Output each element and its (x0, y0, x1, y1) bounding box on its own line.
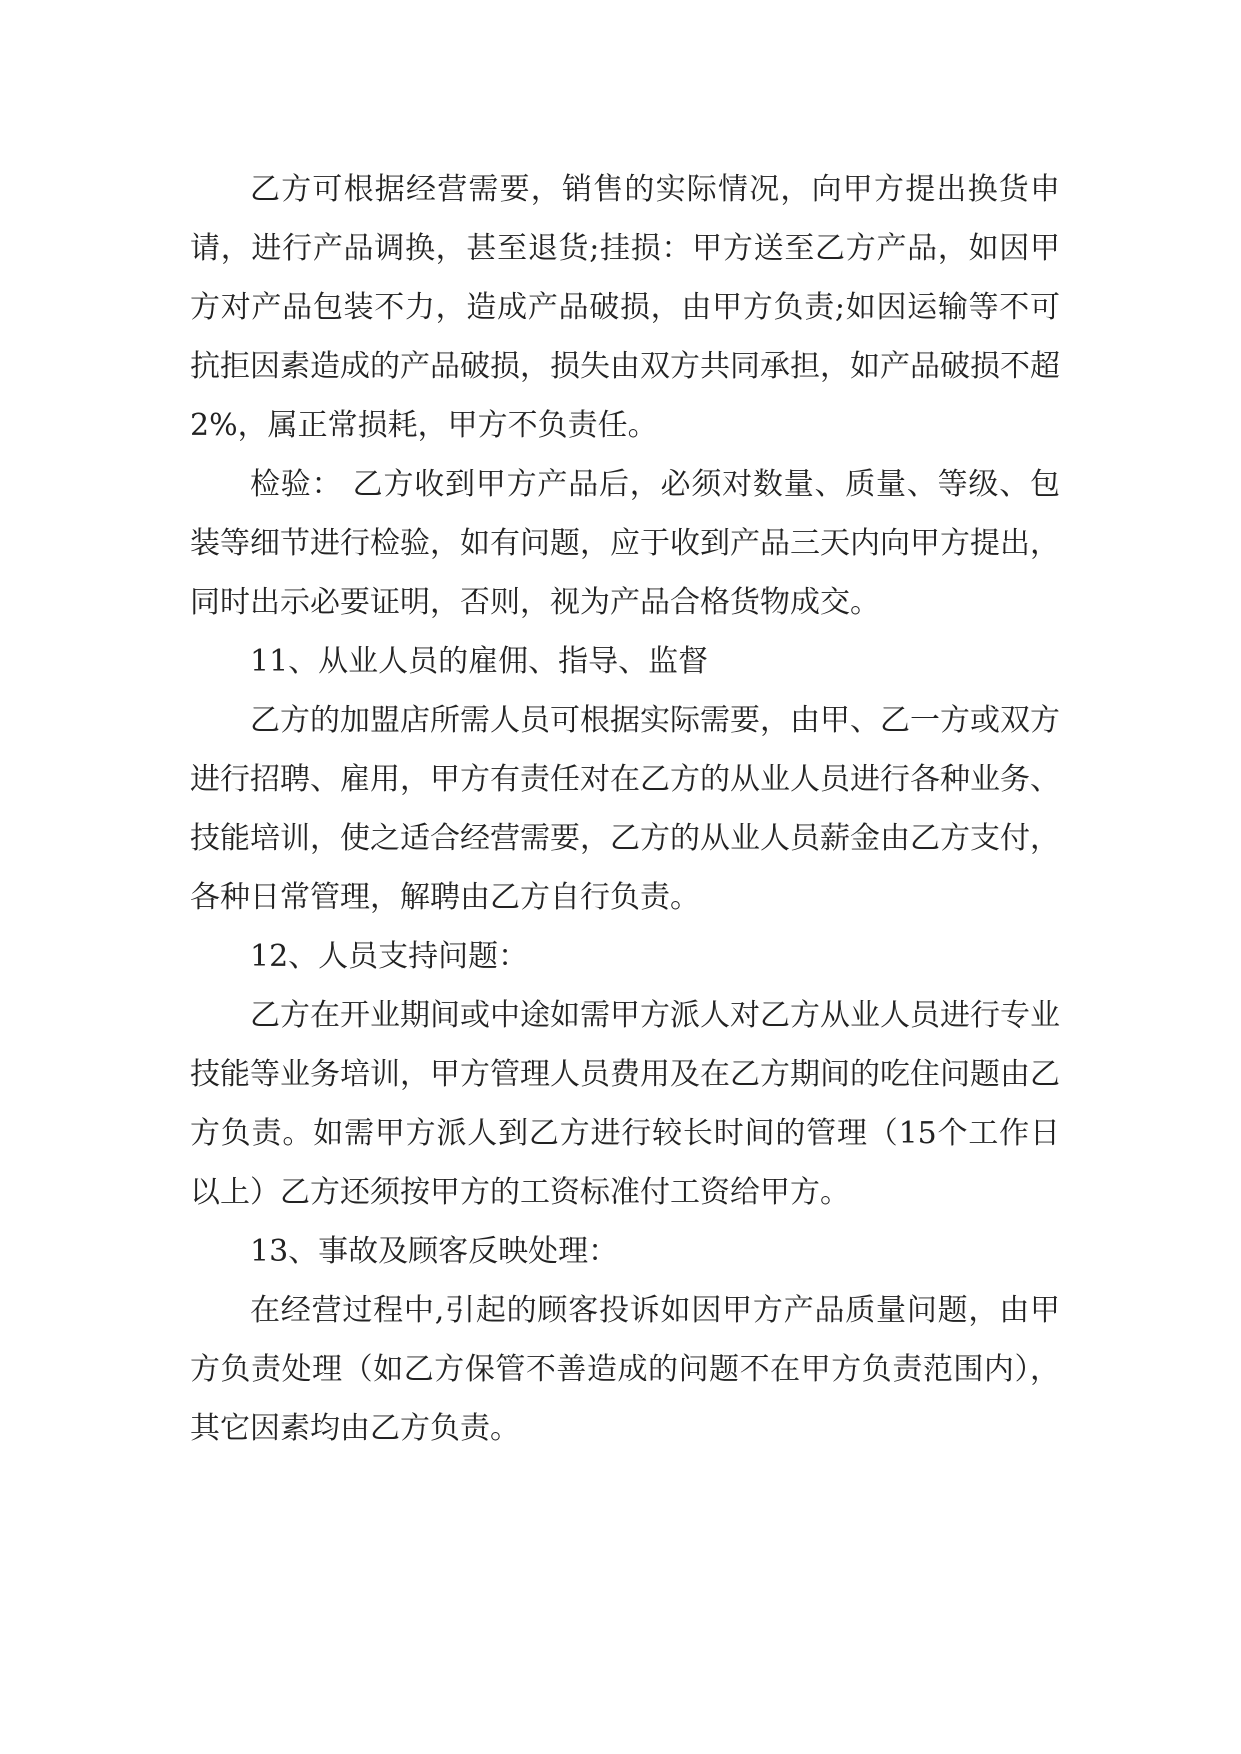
section-heading-12: 12、人员支持问题： (250, 939, 529, 974)
paragraph-staff-hiring: 乙方的加盟店所需人员可根据实际需要，由甲、乙一方或双方进行招聘、雇用，甲方有责任对在乙方的从业人员进行各种业务、技能培训，使之适合经营需要，乙方的从业人员薪金由乙方支付，各种日常管理，解聘由乙方自行负责。 (190, 703, 1060, 915)
paragraph-staff-support: 乙方在开业期间或中途如需甲方派人对乙方从业人员进行专业技能等业务培训，甲方管理人员费用及在乙方期间的吃住问题由乙方负责。如需甲方派人到乙方进行较长时间的管理（15个工作日以上）乙方还须按甲方的工资标准付工资给甲方。 (190, 998, 1060, 1210)
document-body (190, 160, 1060, 1458)
paragraph-inspection: 检验： 乙方收到甲方产品后，必须对数量、质量、等级、包装等细节进行检验，如有问题，应于收到产品三天内向甲方提出，同时出示必要证明，否则，视为产品合格货物成交。 (190, 467, 1060, 620)
section-heading-13: 13、事故及顾客反映处理： (250, 1234, 619, 1269)
paragraph-exchange-and-damage: 乙方可根据经营需要，销售的实际情况，向甲方提出换货申请，进行产品调换，甚至退货;挂损：甲方送至乙方产品，如因甲方对产品包装不力，造成产品破损，由甲方负责;如因运输等不可抗拒因素造成的产品破损，损失由双方共同承担，如产品破损不超2%，属正常损耗，甲方不负责任。 (190, 172, 1060, 443)
section-heading-11: 11、从业人员的雇佣、指导、监督 (250, 644, 709, 679)
paragraph-complaint-handling: 在经营过程中,引起的顾客投诉如因甲方产品质量问题，由甲方负责处理（如乙方保管不善造成的问题不在甲方负责范围内），其它因素均由乙方负责。 (190, 1293, 1060, 1446)
